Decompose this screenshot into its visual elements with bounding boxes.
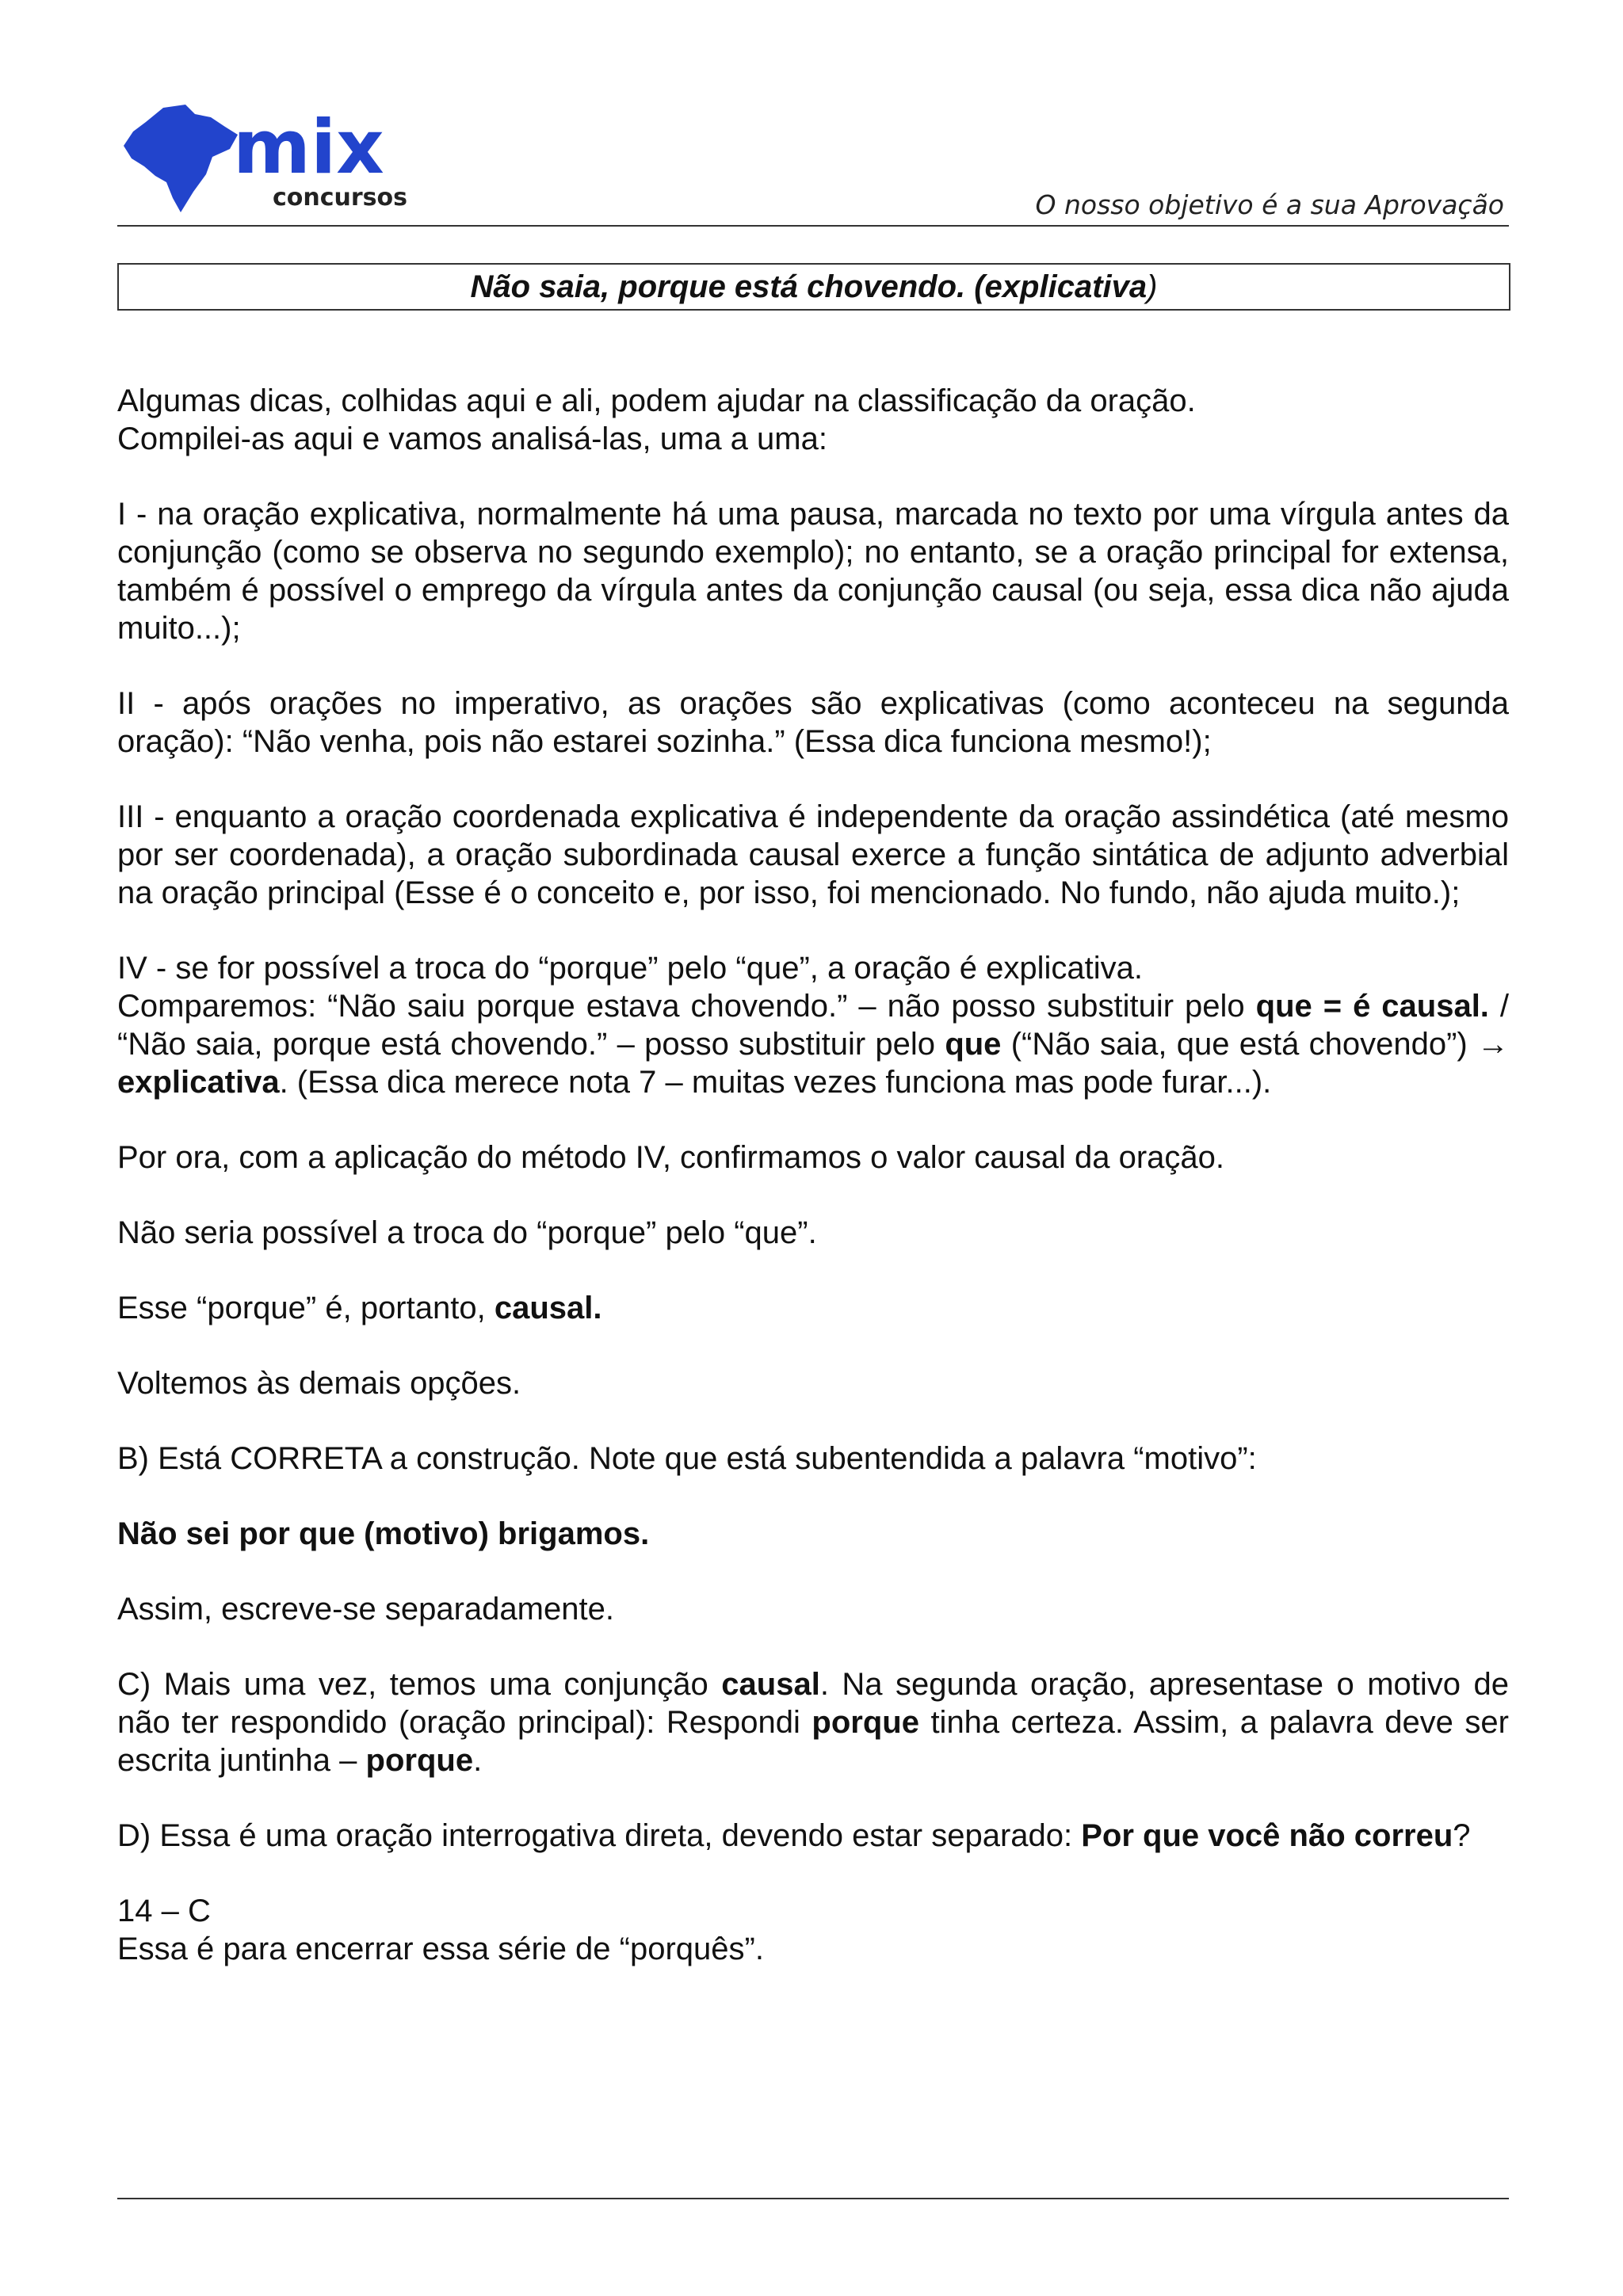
option-d-paragraph: D) Essa é uma oração interrogativa direta, devendo estar separado: Por que você não correu? [117,1818,1471,1853]
separately-paragraph: Assim, escreve-se separadamente. [117,1592,614,1627]
causal-paragraph: Esse “porque” é, portanto, causal. [117,1291,602,1325]
swap-paragraph: Não seria possível a troca do “porque” pelo “que”. [117,1215,817,1250]
option-b-example: Não sei por que (motivo) brigamos. [117,1516,650,1551]
tip-4-heading: IV - se for possível a troca do “porque” pelo “que”, a oração é explicativa. [117,951,1144,986]
question-answer: 14 – C [117,1894,211,1928]
slogan: O nosso objetivo é a sua Aprovação [1035,189,1504,220]
footer-divider [117,2198,1509,2199]
mix-concursos-logo [117,100,418,227]
highlighted-example-box [117,263,1510,311]
page-header [117,93,1509,227]
tip-2: II - após orações no imperativo, as orações são explicativas (como aconteceu na segunda oração): “Não venha, pois não estarei sozinha.” (Essa dica funciona mesmo!); [117,686,1509,759]
svg-text:concursos: concursos [273,184,408,212]
return-paragraph: Voltemos às demais opções. [117,1366,521,1401]
intro-line-2: Compilei-as aqui e vamos analisá-las, uma a uma: [117,421,827,456]
method-paragraph: Por ora, com a aplicação do método IV, confirmamos o valor causal da oração. [117,1140,1225,1175]
final-paragraph: Essa é para encerrar essa série de “porquês”. [117,1932,764,1966]
boxed-example-close: ) [1147,269,1158,304]
svg-text:mix: mix [233,105,384,191]
brazil-map-icon [124,105,238,212]
document-body [117,382,1509,1968]
option-b-paragraph: B) Está CORRETA a construção. Note que está subentendida a palavra “motivo”: [117,1441,1257,1476]
option-c-paragraph: C) Mais uma vez, temos uma conjunção causal. Na segunda oração, apresentase o motivo de não ter respondido (oração principal): Respondi porque tinha certeza. Assim, a palavra deve ser escrita juntinha – porque. [117,1667,1510,1778]
boxed-example-bold: Não saia, porque está chovendo. (explicativa [470,269,1148,304]
tip-1: I - na oração explicativa, normalmente há uma pausa, marcada no texto por uma vírgula antes da conjunção (como se observa no segundo exemplo); no entanto, se a oração principal for extensa, também é possível o emprego da vírgula antes da conjunção causal (ou seja, essa dica não ajuda muito...); [117,497,1509,646]
intro-line-1: Algumas dicas, colhidas aqui e ali, podem ajudar na classificação da oração. [117,383,1196,418]
tip-3: III - enquanto a oração coordenada explicativa é independente da oração assindética (até mesmo por ser coordenada), a oração subordinada causal exerce a função sintática de adjunto adverbial na oração principal (Esse é o conceito e, por isso, foi mencionado. No fundo, não ajuda muito.); [117,799,1509,910]
tip-4-comparison: Comparemos: “Não saiu porque estava chovendo.” – não posso substituir pelo que = é causal. / “Não saia, porque está chovendo.” – posso substituir pelo que (“Não saia, que está chovendo”) → explicativa. (Essa dica merece nota 7 – muitas vezes funciona mas pode furar...). [117,989,1510,1100]
